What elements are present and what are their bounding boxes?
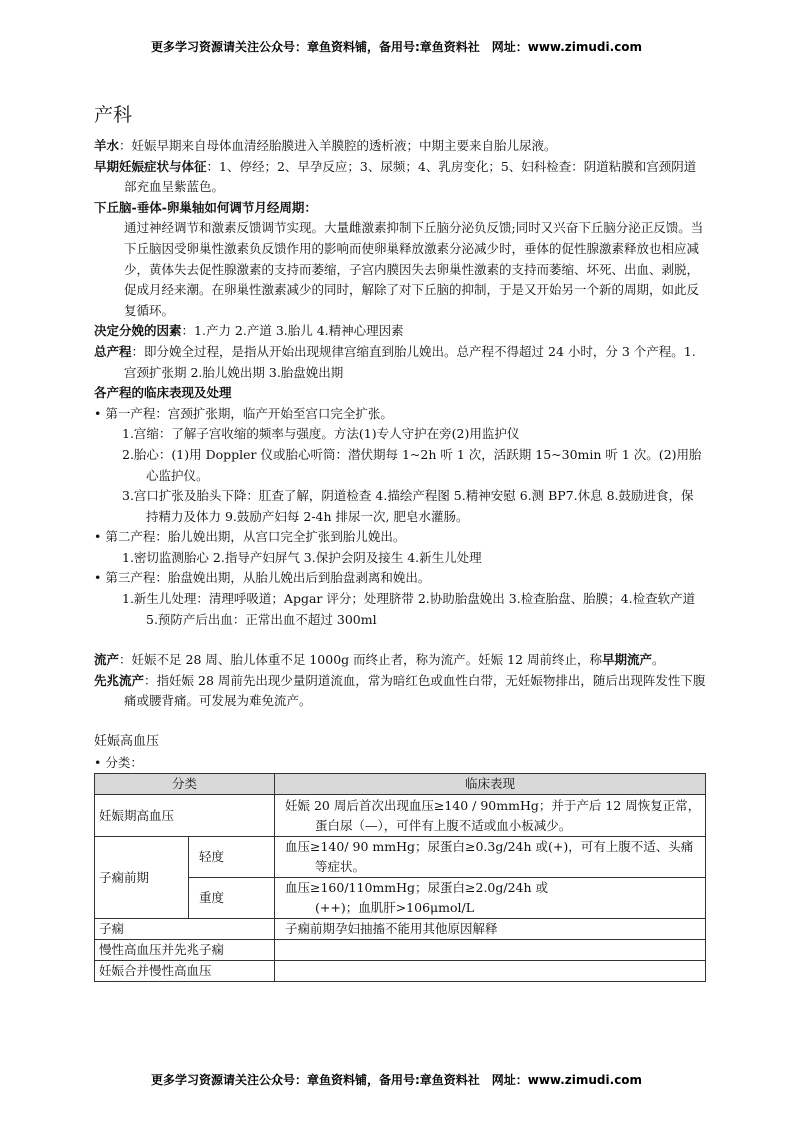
- hpo-paragraph: 通过神经调节和激素反馈调节实现。大量雌激素抑制下丘脑分泌负反馈;同时又兴奋下丘脑分泌正反馈。当下丘脑因受卵巢性激素负反馈作用的影响而使卵巢释放激素分泌减少时，垂体的促性腺激素释放也相应减少，黄体失去促性腺激素的支持而萎缩，子宫内膜因失去卵巢性激素的支持而萎缩、坏死、出血、剥脱，促成月经来潮。在卵巢性激素减少的同时，解除了对下丘脑的抑制，于是又开始另一个新的周期，如此反复循环。: [124, 220, 704, 318]
- threatened-abortion-paragraph: [94, 671, 706, 712]
- table-cell-category: 子痫: [95, 919, 275, 940]
- table-row: [95, 940, 706, 961]
- term-label: 先兆流产: [94, 672, 145, 688]
- hypertension-heading: 妊娠高血压: [94, 734, 160, 750]
- table-cell-desc: [275, 940, 706, 961]
- term-label: 羊水: [94, 138, 120, 153]
- table-row: [95, 837, 706, 878]
- term-text: ：即分娩全过程，是指从开始出现规律宫缩直到胎儿娩出。总产程不得超过 24 小时，分 3 个产程。1.宫颈扩张期 2.胎儿娩出期 3.胎盘娩出期: [124, 343, 696, 380]
- stage1-fetal-heart: 2.胎心：(1)用 Doppler 仪或胎心听筒：潜伏期每 1~2h 听 1 次，活跃期 15~30min 听 1 次。(2)用胎心监护仪。: [122, 446, 702, 483]
- table-header-row: [95, 774, 706, 795]
- table-cell-category: 妊娠期高血压: [95, 795, 275, 837]
- cell-text: 妊娠 20 周后首次出现血压≥140 / 90mmHg；并于产后 12 周恢复正常，蛋白尿（—），可伴有上腹不适或血小板减少。: [285, 797, 701, 833]
- stage2-steps: 1.密切监测胎心 2.指导产妇屏气 3.保护会阴及接生 4.新生儿处理: [122, 549, 482, 565]
- table-row: [95, 919, 706, 940]
- table-cell-subcategory: 轻度: [189, 837, 275, 878]
- stage3-steps: 1.新生儿处理：清理呼吸道；Apgar 评分；处理脐带 2.协助胎盘娩出 3.检查胎盘、胎膜；4.检查软产道 5.预防产后出血：正常出血不超过 300ml: [122, 591, 696, 627]
- spacer: [94, 712, 706, 732]
- abortion-paragraph: [94, 650, 706, 671]
- term-text: ：1.产力 2.产道 3.胎儿 4.精神心理因素: [181, 323, 404, 339]
- term-text: ：妊娠早期来自母体血清经胎膜进入羊膜腔的透析液；中期主要来自胎儿尿液。: [119, 138, 557, 153]
- term-label: 流产: [94, 652, 120, 668]
- table-cell-desc: 子痫前期孕妇抽搐不能用其他原因解释: [275, 919, 706, 940]
- table-header: 临床表现: [275, 774, 706, 795]
- cell-text: 血压≥140/ 90 mmHg；尿蛋白≥0.3g/24h 或(+)，可有上腹不适、头痛等症状。: [285, 839, 694, 875]
- stage2-item: • 第二产程：胎儿娩出期，从宫口完全扩张到胎儿娩出。: [94, 529, 406, 545]
- page-header: 更多学习资源请关注公众号：章鱼资料铺，备用号:章鱼资料社 网址：www.zimudi.com: [150, 40, 643, 54]
- term-bold: 早期流产: [601, 652, 652, 668]
- amniotic-fluid-paragraph: [94, 136, 706, 157]
- hpo-heading: 下丘脑-垂体-卵巢轴如何调节月经周期：: [94, 199, 317, 215]
- hypertension-table: [94, 773, 706, 982]
- term-label: 总产程: [94, 343, 132, 359]
- stage1-dilation: 3.宫口扩张及胎头下降：肛查了解，阴道检查 4.描绘产程图 5.精神安慰 6.测 BP7.休息 8.鼓励进食，保持精力及体力 9.鼓励产妇每 2-4h 排尿一次, 肥皂水灌肠。: [122, 488, 694, 524]
- term-text: ：指妊娠 28 周前先出现少量阴道流血，常为暗红色或血性白带，无妊娠物排出，随后出现阵发性下腹痛或腰背痛。可发展为难免流产。: [124, 672, 706, 709]
- total-labor-paragraph: [94, 342, 706, 383]
- page-content: [94, 102, 706, 982]
- page-title: 产科: [94, 104, 133, 126]
- table-cell-desc: [275, 961, 706, 982]
- table-header: 分类: [95, 774, 275, 795]
- table-cell-category: 子痫前期: [95, 837, 189, 919]
- early-pregnancy-paragraph: [94, 157, 706, 198]
- spacer: [94, 630, 706, 650]
- term-end: 。: [652, 652, 665, 668]
- classification-label: • 分类：: [94, 754, 143, 770]
- table-cell-desc: [275, 878, 706, 919]
- stage1-item: • 第一产程：宫颈扩张期，临产开始至宫口完全扩张。: [94, 405, 393, 421]
- table-cell-subcategory: 重度: [189, 878, 275, 919]
- term-text: ：1、停经；2、早孕反应；3、尿频；4、乳房变化；5、妇科检查：阴道粘膜和宫颈阴道部充血呈紫蓝色。: [124, 158, 697, 195]
- table-cell-category: 妊娠合并慢性高血压: [95, 961, 275, 982]
- term-text: ：妊娠不足 28 周、胎儿体重不足 1000g 而终止者，称为流产。妊娠 12 周前终止，称: [119, 652, 602, 668]
- cell-text: 血压≥160/110mmHg；尿蛋白≥2.0g/24h 或(++)；血肌肝>106μmol/L: [285, 880, 549, 916]
- table-row: [95, 795, 706, 837]
- table-cell-desc: [275, 795, 706, 837]
- page-footer: 更多学习资源请关注公众号：章鱼资料铺，备用号:章鱼资料社 网址：www.zimudi.com: [150, 1073, 643, 1087]
- delivery-factors-paragraph: [94, 321, 706, 342]
- term-label: 决定分娩的因素: [94, 323, 182, 339]
- stage3-item: • 第三产程：胎盘娩出期，从胎儿娩出后到胎盘剥离和娩出。: [94, 570, 431, 586]
- clinical-heading: 各产程的临床表现及处理: [94, 385, 232, 401]
- table-row: [95, 961, 706, 982]
- term-label: 早期妊娠症状与体征: [94, 158, 207, 174]
- table-cell-category: 慢性高血压并先兆子痫: [95, 940, 275, 961]
- table-cell-desc: [275, 837, 706, 878]
- stage1-contraction: 1.宫缩：了解子宫收缩的频率与强度。方法(1)专人守护在旁(2)用监护仪: [122, 426, 520, 442]
